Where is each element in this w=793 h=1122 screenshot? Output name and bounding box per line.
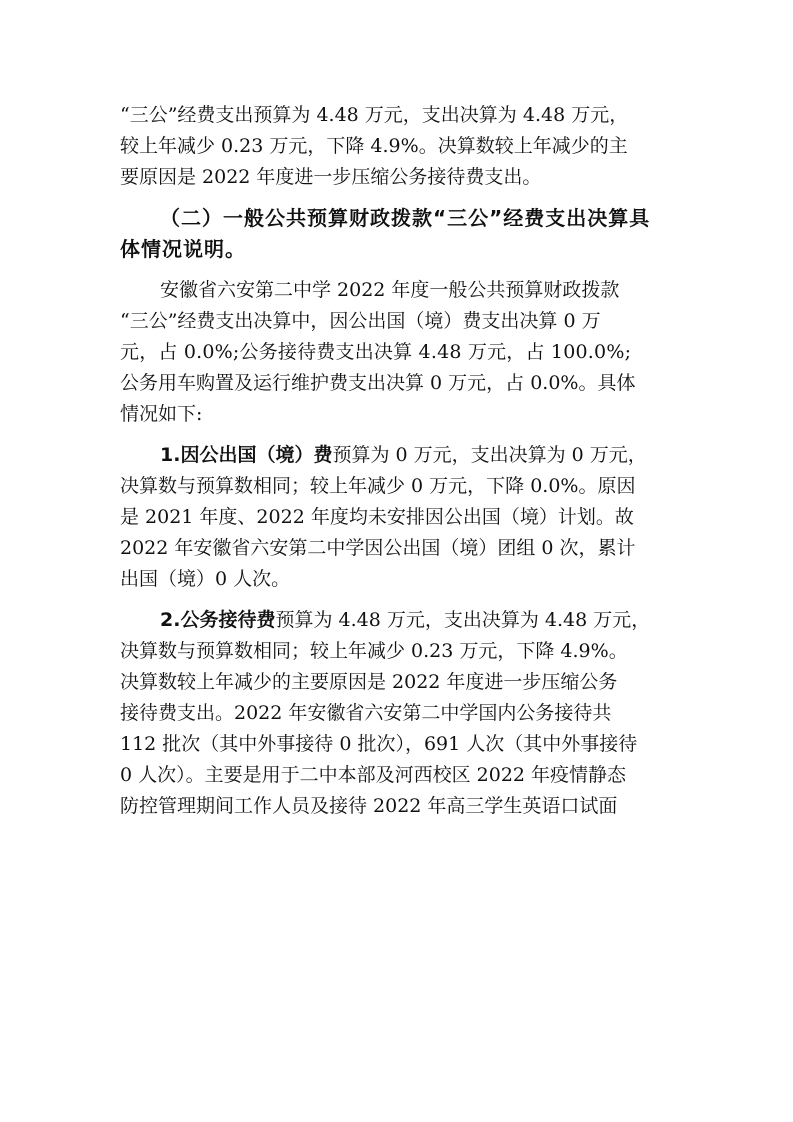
paragraph-line: 决算数较上年减少的主要原因是 2022 年度进一步压缩公务 — [120, 671, 618, 693]
item2-text: 预算为 4.48 万元，支出决算为 4.48 万元， — [275, 609, 651, 631]
section-heading: （二）一般公共预算财政拨款“三公”经费支出决算具 — [160, 206, 651, 230]
paragraph-line: 接待费支出。2022 年安徽省六安第二中学国内公务接待共 — [120, 702, 612, 724]
paragraph-line: 决算数与预算数相同；较上年减少 0 万元，下降 0.0%。原因 — [120, 475, 636, 497]
paragraph-line: 是 2021 年度、2022 年度均未安排因公出国（境）计划。故 — [120, 506, 634, 528]
section-heading-continued: 体情况说明。 — [120, 237, 246, 261]
paragraph-line: 防控管理期间工作人员及接待 2022 年高三学生英语口试面 — [120, 795, 618, 817]
paragraph-line: 要原因是 2022 年度进一步压缩公务接待费支出。 — [120, 166, 542, 188]
paragraph-line: 出国（境）0 人次。 — [120, 568, 291, 590]
paragraph-line: “三公”经费支出预算为 4.48 万元，支出决算为 4.48 万元， — [120, 104, 629, 126]
item2-label: 2.公务接待费 — [160, 609, 276, 631]
paragraph-line: 决算数与预算数相同；较上年减少 0.23 万元，下降 4.9%。 — [120, 640, 628, 662]
paragraph-line: 安徽省六安第二中学 2022 年度一般公共预算财政拨款 — [160, 279, 620, 301]
item2-first-line — [120, 605, 672, 636]
document-page — [120, 100, 672, 822]
item1-label: 1.因公出国（境）费 — [160, 444, 333, 466]
paragraph-line: 情况如下: — [120, 403, 203, 425]
item1-text: 预算为 0 万元，支出决算为 0 万元， — [332, 444, 647, 466]
paragraph-line: 112 批次（其中外事接待 0 批次），691 人次（其中外事接待 — [120, 733, 638, 755]
paragraph-line: 公务用车购置及运行维护费支出决算 0 万元，占 0.0%。具体 — [120, 372, 636, 394]
item1-first-line — [120, 440, 672, 471]
paragraph-line: “三公”经费支出决算中，因公出国（境）费支出决算 0 万 — [120, 310, 601, 332]
paragraph-line: 2022 年安徽省六安第二中学因公出国（境）团组 0 次，累计 — [120, 537, 636, 559]
paragraph-line: 元，占 0.0%;公务接待费支出决算 4.48 万元，占 100.0%; — [120, 341, 632, 363]
paragraph-line: 较上年减少 0.23 万元，下降 4.9%。决算数较上年减少的主 — [120, 135, 628, 157]
paragraph-line: 0 人次）。主要是用于二中本部及河西校区 2022 年疫情静态 — [120, 764, 627, 786]
